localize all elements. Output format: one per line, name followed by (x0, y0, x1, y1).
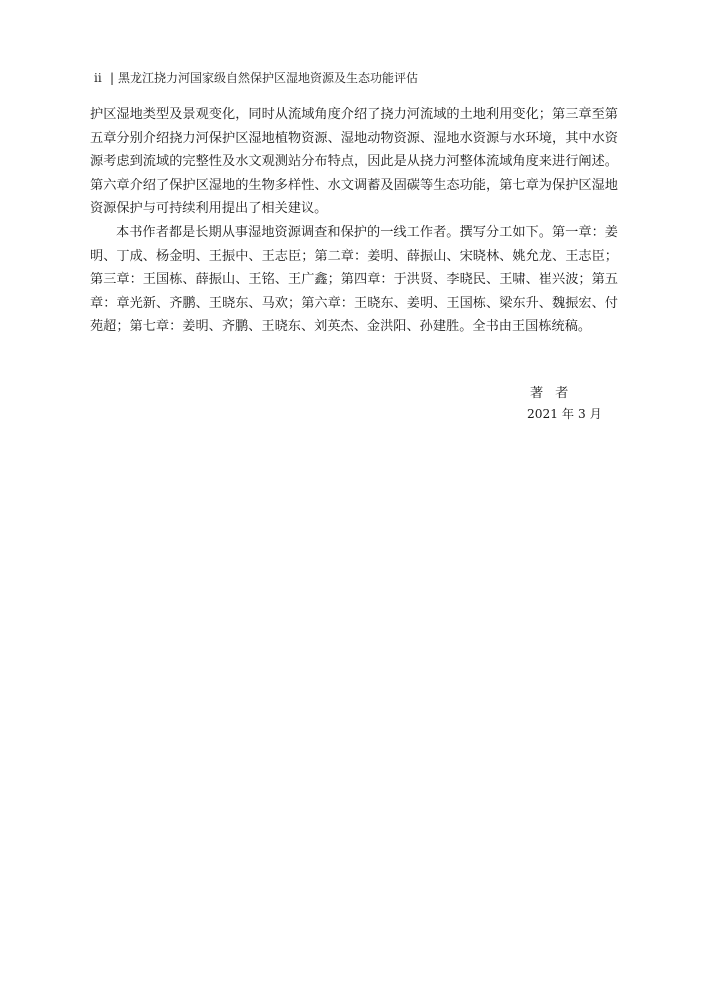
author-signature: 著者 (530, 386, 581, 401)
running-header (94, 70, 614, 86)
body-text (90, 103, 618, 339)
header-separator: | (110, 71, 115, 85)
signature-date: 2021 年 3 月 (527, 407, 602, 421)
page-number: ii (94, 71, 102, 85)
paragraph-authors: 本书作者都是长期从事湿地资源调查和保护的一线工作者。撰写分工如下。第一章：姜明、丁成、杨金明、王振中、王志臣；第二章：姜明、薛振山、宋晓林、姚允龙、王志臣；第三章：王国栋、薛振山、王铭、王广鑫；第四章：于洪贤、李晓民、王啸、崔兴波；第五章：章光新、齐鹏、王晓东、马欢；第六章：王晓东、姜明、王国栋、梁东升、魏振宏、付苑超；第七章：姜明、齐鹏、王晓东、刘英杰、金洪阳、孙建胜。全书由王国栋统稿。 (90, 224, 618, 335)
book-title: 黑龙江挠力河国家级自然保护区湿地资源及生态功能评估 (118, 71, 419, 85)
paragraph-continued: 护区湿地类型及景观变化，同时从流域角度介绍了挠力河流域的土地利用变化；第三章至第五章分别介绍挠力河保护区湿地植物资源、湿地动物资源、湿地水资源与水环境，其中水资源考虑到流域的完整性及水文观测站分布特点，因此是从挠力河整体流域角度来进行阐述。第六章介绍了保护区湿地的生物多样性、水文调蓄及固碳等生态功能，第七章为保护区湿地资源保护与可持续利用提出了相关建议。 (90, 107, 618, 217)
